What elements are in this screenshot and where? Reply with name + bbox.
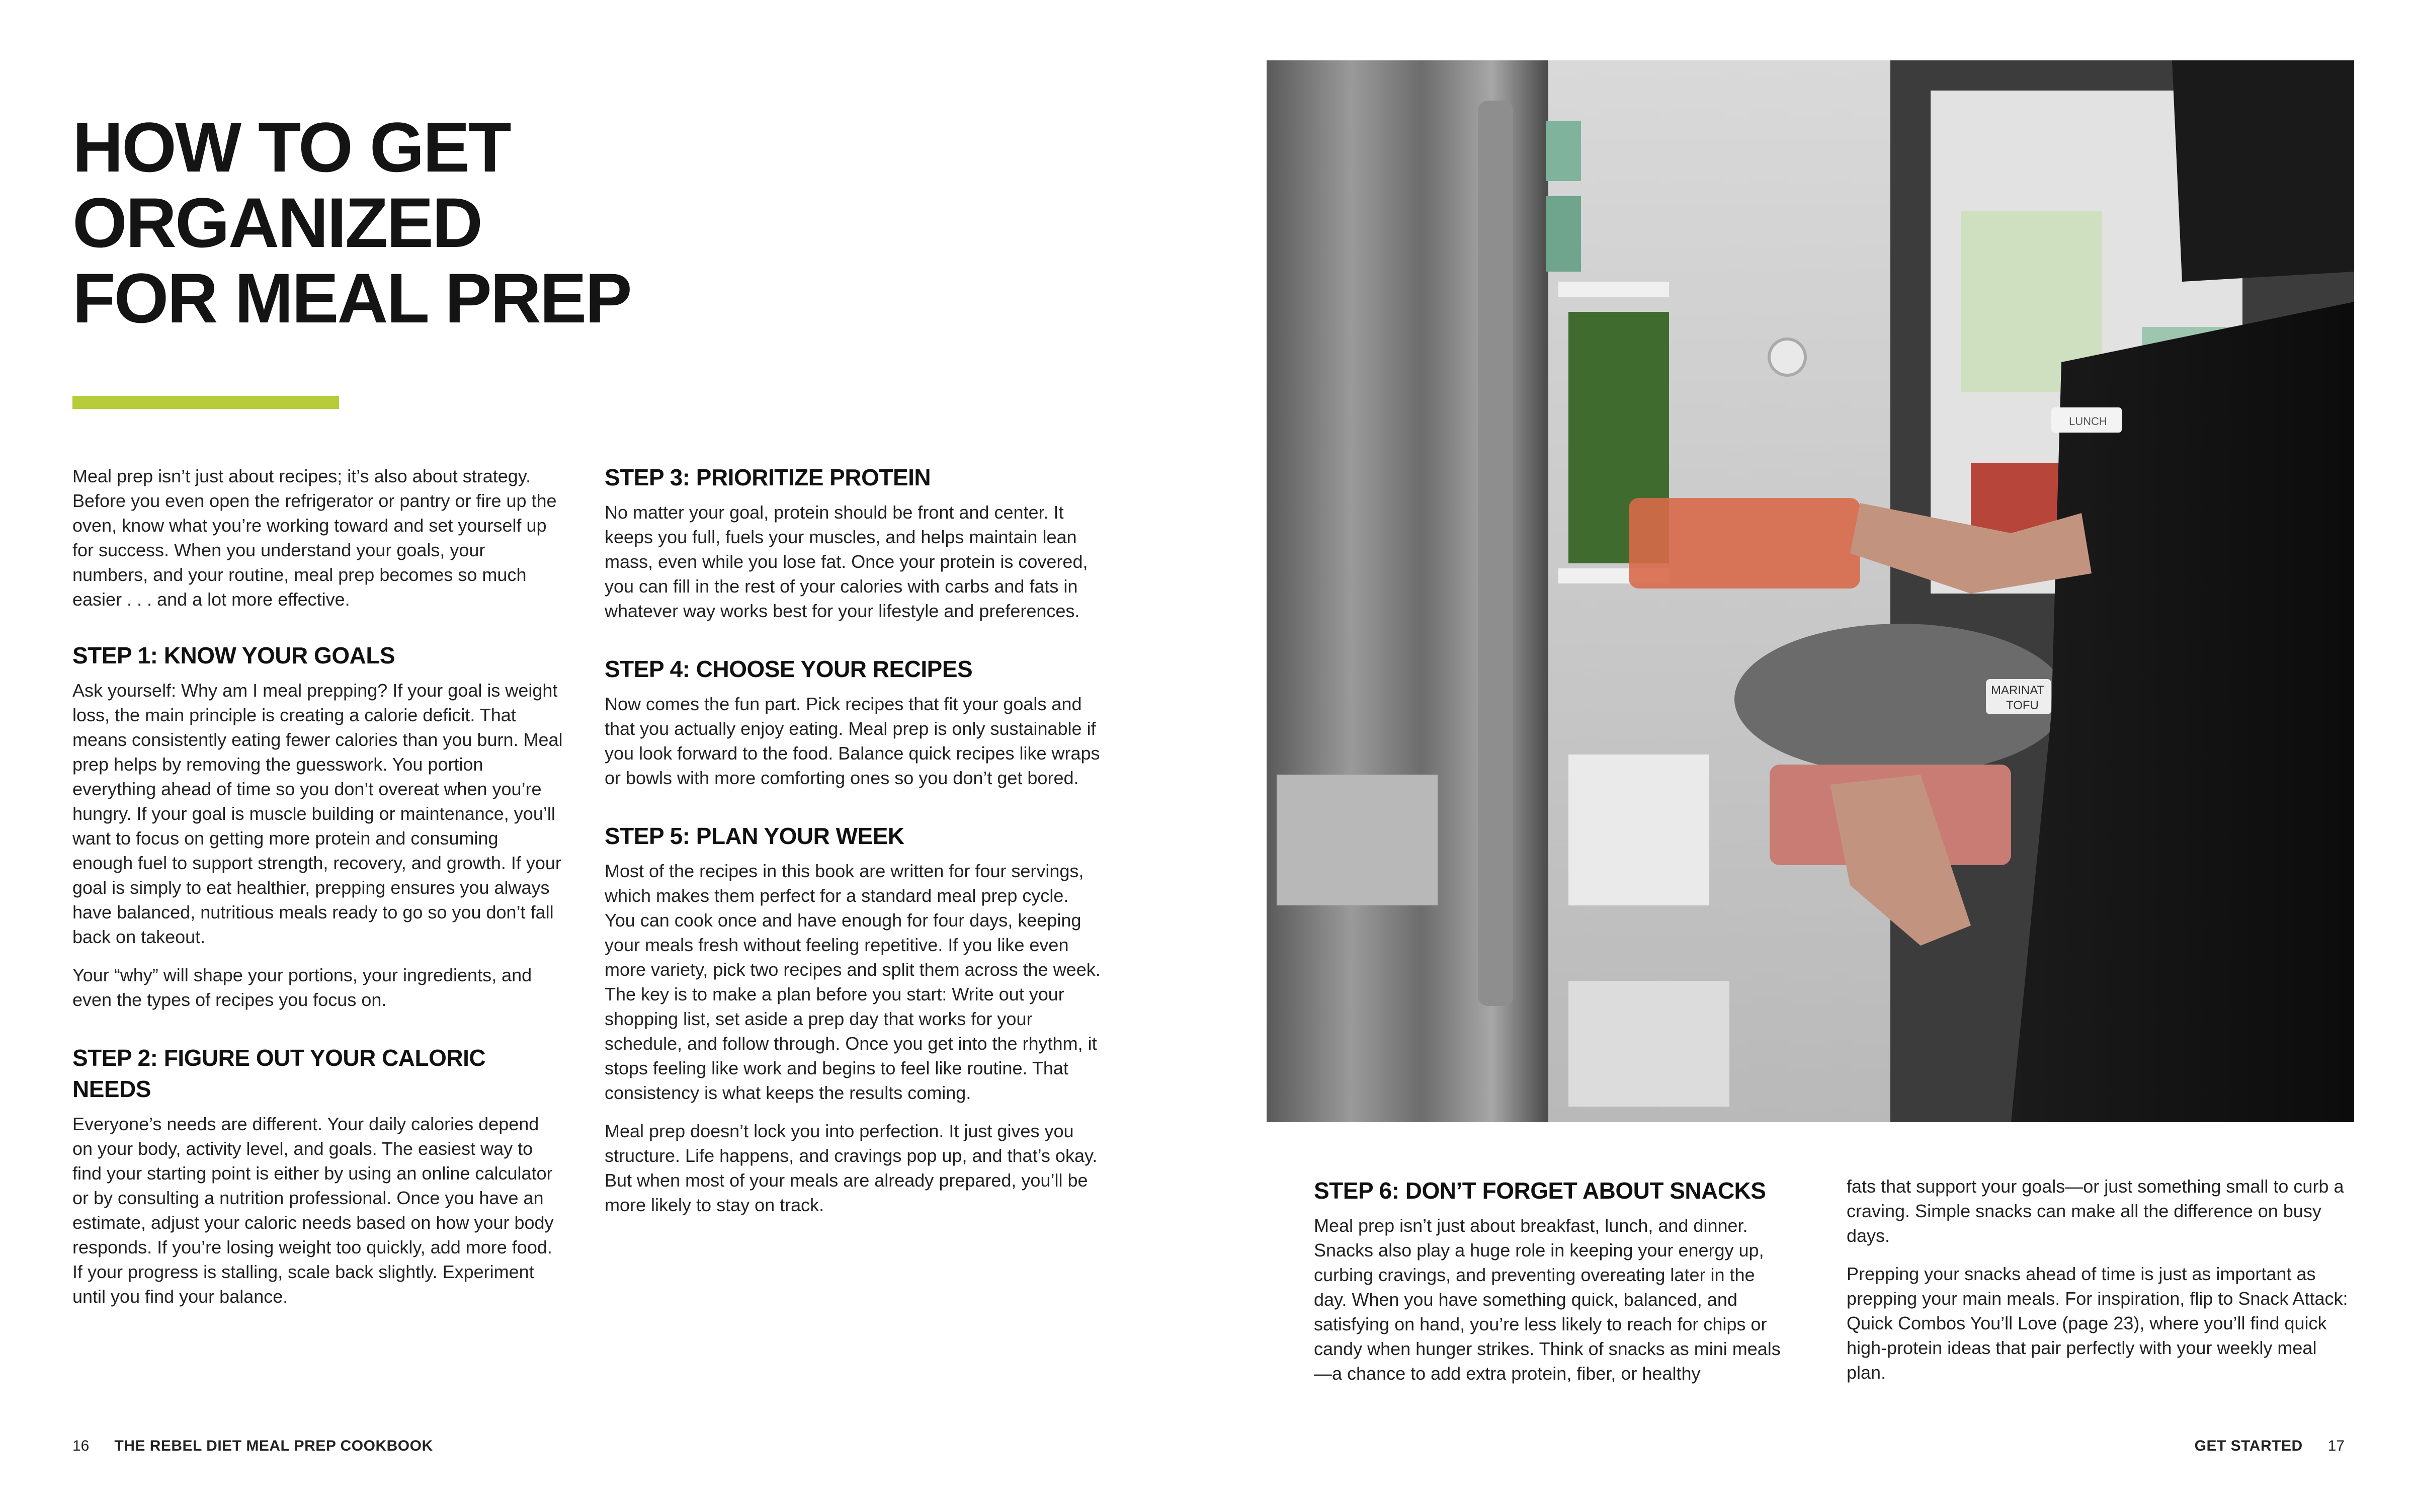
crisper-drawer <box>1568 754 1709 905</box>
door-bin-label-text: LUNCH <box>2069 415 2107 428</box>
step6-heading: STEP 6: DON’T FORGET ABOUT SNACKS <box>1314 1178 1766 1204</box>
water-dispenser <box>1277 775 1438 905</box>
section-title: GET STARTED <box>2194 1438 2303 1454</box>
label-line-2: TOFU <box>2006 699 2039 712</box>
left-page <box>0 0 1207 1512</box>
step5-paragraph-1: Most of the recipes in this book are written for four servings, which makes them perfect for a standard meal prep cycle. You can cook once and have enough for four days, keeping your meals fresh without feeling repetitive. If you like even more variety, pick two recipes and split them across the week. The key is to make a plan before you start: Write out your shopping list, set aside a prep day that works for your schedule, and follow through. Once you get into the rhythm, it stops feeling like work and begins to feel like routine. That consistency is what keeps the results coming. <box>605 861 1101 1103</box>
label-line-1: MARINAT <box>1991 684 2045 697</box>
step4-paragraph-1: Now comes the fun part. Pick recipes that fit your goals and that you actually enjoy eating. Meal prep is only sustainable if you look forward to the food. Balance quick recipes like wraps or bowls with more comforting ones so you don’t get bored. <box>605 694 1100 788</box>
step4-heading: STEP 4: CHOOSE YOUR RECIPES <box>605 656 973 682</box>
fridge-sensor <box>1769 339 1805 375</box>
step6-paragraph-1: Meal prep isn’t just about breakfast, lunch, and dinner. Snacks also play a huge role in keeping your energy up, curbing cravings, and preventing overeating later in the day. When you have something quick, balanced, and satisfying on hand, you’re less likely to reach for chips or candy when hunger strikes. Think of snacks as mini meals—a chance to add extra protein, fiber, or healthy <box>1314 1215 1781 1384</box>
step1-paragraph-1: Ask yourself: Why am I meal prepping? If your goal is weight loss, the main principle is creating a calorie deficit. That means consistently eating fewer calories than you burn. Meal prep helps by removing the guesswork. You portion everything ahead of time so you don’t overeat when you’re hungry. If your goal is muscle building or maintenance, you’ll want to focus on getting more protein and consuming enough fuel to support strength, recovery, and growth. If your goal is simply to eat healthier, prepping ensures you always have balanced, nutritious meals ready to go so you don’t fall back on takeout. <box>72 680 563 947</box>
step3-paragraph-1: No matter your goal, protein should be front and center. It keeps you full, fuels your muscles, and helps maintain lean mass, even while you lose fat. Once your protein is covered, you can fill in the rest of your calories with carbs and fats in whatever way works best for your lifestyle and preferences. <box>605 502 1088 621</box>
title-line-1: HOW TO GET <box>72 108 510 187</box>
photo-illustration <box>1267 60 2354 1122</box>
step2-heading: STEP 2: FIGURE OUT YOUR CALORIC NEEDS <box>72 1045 486 1102</box>
person-head <box>2172 60 2354 282</box>
title-line-3: FOR MEAL PREP <box>72 259 631 338</box>
door-handle <box>1478 101 1513 1006</box>
right-page-number: 17 <box>2327 1438 2345 1454</box>
middle-column <box>605 462 1103 1231</box>
step6-column-right <box>1847 1174 2350 1398</box>
right-footer <box>2195 1436 2345 1456</box>
intro-paragraph: Meal prep isn’t just about recipes; it’s also about strategy. Before you even open the refrigerator or pantry or fire up the oven, know what you’re working toward and set yourself up for success. When you understand your goals, your numbers, and your routine, meal prep becomes so much easier . . . and a lot more effective. <box>72 466 557 610</box>
crisper-drawer <box>1568 981 1729 1107</box>
step2-paragraph-1: Everyone’s needs are different. Your daily calories depend on your body, activity level, and goals. The easiest way to find your starting point is either by using an online calculator or by consulting a nutrition professional. Once you have an estimate, adjust your caloric needs based on how your body responds. If you’re losing weight too quickly, add more food. If your progress is stalling, scale back slightly. Experiment until you find your balance. <box>72 1114 554 1307</box>
step1-paragraph-2: Your “why” will shape your portions, your ingredients, and even the types of recipes you focus on. <box>72 965 532 1010</box>
fridge-interior <box>1548 60 1890 1122</box>
step6-paragraph-2: fats that support your goals—or just something small to curb a craving. Simple snacks can make all the difference on busy days. <box>1847 1176 2344 1246</box>
step6-paragraph-3: Prepping your snacks ahead of time is just as important as prepping your main meals. For inspiration, flip to Snack Attack: Quick Combos You’ll Love (page 23), where you’ll find quick high-protein ideas that pair perfectly with your weekly meal plan. <box>1847 1264 2348 1383</box>
right-page <box>1207 0 2415 1512</box>
glass-container-tomato <box>1629 498 1860 589</box>
title-line-2: ORGANIZED <box>72 183 481 262</box>
step5-paragraph-2: Meal prep doesn’t lock you into perfection. It just gives you structure. Life happens, and cravings pop up, and that’s okay. But when most of your meals are already prepared, you’ll be more likely to stay on track. <box>605 1121 1098 1215</box>
shelf <box>1558 282 1669 297</box>
page-title <box>72 110 726 336</box>
step1-heading: STEP 1: KNOW YOUR GOALS <box>72 642 395 668</box>
book-title: THE REBEL DIET MEAL PREP COOKBOOK <box>114 1438 433 1454</box>
left-column <box>72 464 563 1322</box>
refrigerator-photo <box>1267 60 2354 1122</box>
accent-bar <box>72 396 339 409</box>
step3-heading: STEP 3: PRIORITIZE PROTEIN <box>605 464 931 490</box>
green-container <box>1546 121 1581 181</box>
green-container <box>1546 196 1581 272</box>
left-page-number: 16 <box>72 1438 90 1454</box>
step6-column-left <box>1314 1175 1792 1399</box>
left-footer <box>72 1436 433 1456</box>
step5-heading: STEP 5: PLAN YOUR WEEK <box>605 823 904 849</box>
